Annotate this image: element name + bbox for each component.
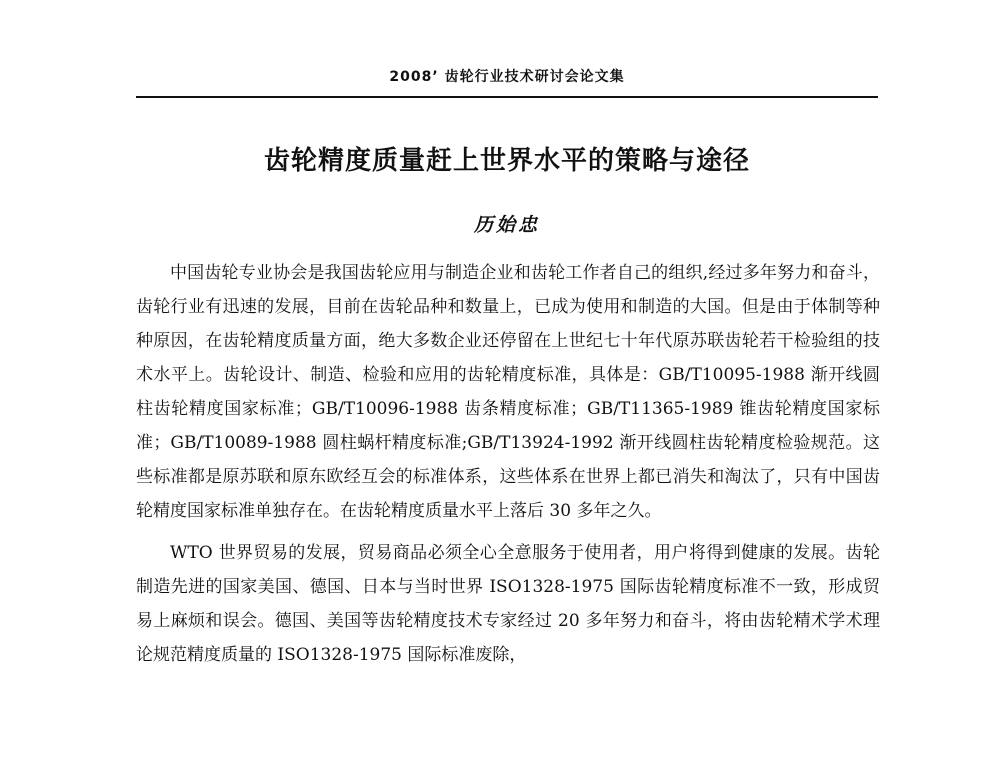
article-body [136, 256, 880, 680]
header-rule [136, 96, 878, 98]
running-header: 2008’ 齿轮行业技术研讨会论文集 [389, 69, 625, 85]
author-name: 历始忠 [473, 214, 540, 236]
paper-title: 齿轮精度质量赶上世界水平的策略与途径 [263, 146, 750, 176]
paragraph-2: WTO 世界贸易的发展，贸易商品必须全心全意服务于使用者，用户将得到健康的发展。齿轮制造先进的国家美国、德国、日本与当时世界 ISO1328-1975 国际齿轮精度标准不一致，形成贸易上麻烦和误会。德国、美国等齿轮精度技术专家经过 20 多年努力和奋斗，将由齿轮精术学术理论规范精度质量的 ISO1328-1975 国际标准废除， [136, 543, 880, 665]
paragraph-1: 中国齿轮专业协会是我国齿轮应用与制造企业和齿轮工作者自己的组织,经过多年努力和奋斗，齿轮行业有迅速的发展，目前在齿轮品种和数量上，已成为使用和制造的大国。但是由于体制等种种原因，在齿轮精度质量方面，绝大多数企业还停留在上世纪七十年代原苏联齿轮若干检验组的技术水平上。齿轮设计、制造、检验和应用的齿轮精度标准，具体是：GB/T10095-1988 渐开线圆柱齿轮精度国家标准；GB/T10096-1988 齿条精度标准；GB/T11365-1989 锥齿轮精度国家标准；GB/T10089-1988 圆柱蜗杆精度标准;GB/T13924-1992 渐开线圆柱齿轮精度检验规范。这些标准都是原苏联和原东欧经互会的标准体系，这些体系在世界上都已消失和淘汰了，只有中国齿轮精度国家标准单独存在。在齿轮精度质量水平上落后 30 多年之久。 [136, 263, 880, 521]
